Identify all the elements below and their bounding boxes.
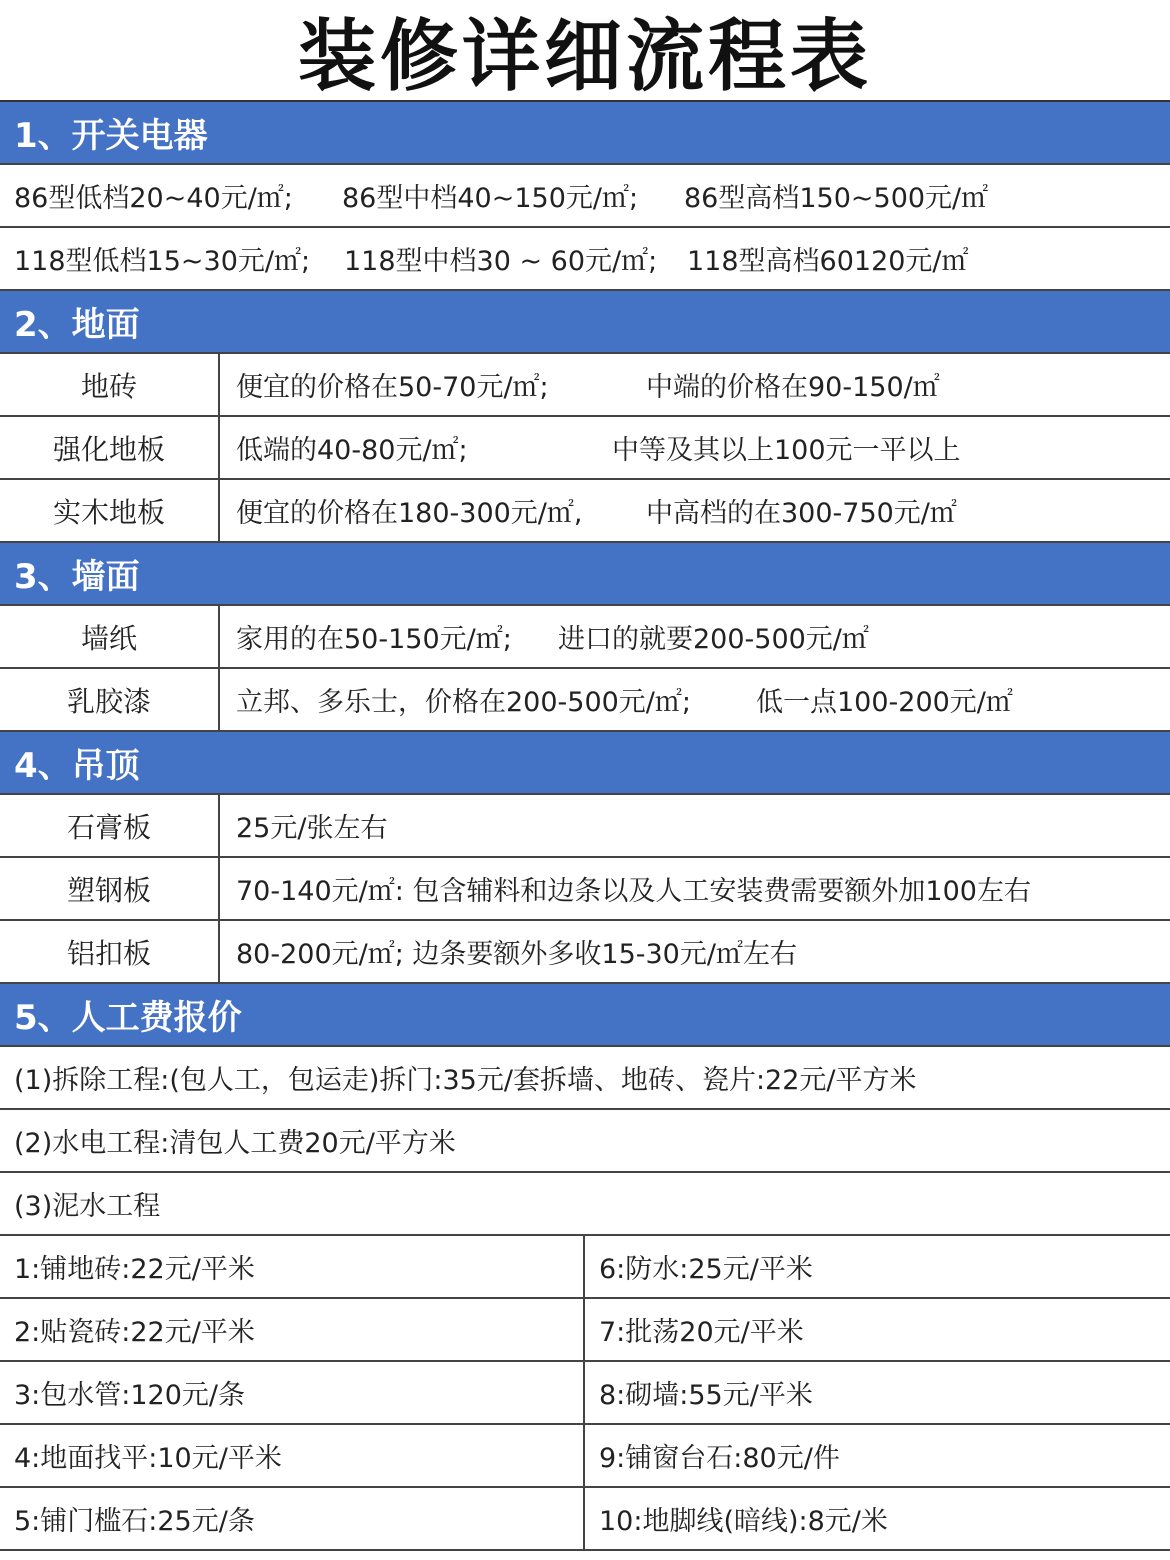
masonry-item: 7:批荡20元/平米 (599, 1317, 804, 1348)
floor-row (0, 417, 1170, 480)
masonry-item-row (0, 1425, 1170, 1488)
section-header-floor: 2、地面 (0, 291, 1170, 354)
section-header-switches: 1、开关电器 (0, 102, 1170, 165)
masonry-item: 5:铺门槛石:25元/条 (0, 1488, 585, 1549)
switch-row-86 (0, 165, 1170, 228)
wall-value-b: 进口的就要200-500元/㎡ (558, 624, 869, 655)
masonry-item: 9:铺窗台石:80元/件 (599, 1443, 840, 1474)
page-title: 装修详细流程表 (297, 12, 872, 102)
wall-label: 乳胶漆 (0, 669, 220, 730)
masonry-item: 6:防水:25元/平米 (599, 1254, 813, 1285)
switch-86-mid: 86型中档40~150元/㎡; (342, 183, 639, 214)
section-header-wall: 3、墙面 (0, 543, 1170, 606)
ceiling-row (0, 795, 1170, 858)
floor-value-a: 便宜的价格在180-300元/㎡, (236, 498, 583, 529)
masonry-item: 3:包水管:120元/条 (0, 1362, 585, 1423)
wall-row (0, 669, 1170, 732)
ceiling-row (0, 858, 1170, 921)
masonry-item: 4:地面找平:10元/平米 (0, 1425, 585, 1486)
labor-plumbing-electric: (2)水电工程:清包人工费20元/平方米 (0, 1110, 1170, 1173)
ceiling-label: 石膏板 (0, 795, 220, 856)
switch-86-high: 86型高档150~500元/㎡ (684, 183, 989, 214)
section-header-labor: 5、人工费报价 (0, 984, 1170, 1047)
floor-value-b: 中高档的在300-750元/㎡ (646, 498, 957, 529)
switch-118-high: 118型高档60120元/㎡ (687, 246, 969, 277)
masonry-item-row (0, 1299, 1170, 1362)
labor-demolition: (1)拆除工程:(包人工，包运走)拆门:35元/套拆墙、地砖、瓷片:22元/平方米 (0, 1047, 1170, 1110)
floor-label: 强化地板 (0, 417, 220, 478)
wall-value-b: 低一点100-200元/㎡ (756, 687, 1013, 718)
floor-label: 地砖 (0, 354, 220, 415)
wall-value-a: 家用的在50-150元/㎡; (236, 624, 512, 655)
masonry-item: 1:铺地砖:22元/平米 (0, 1236, 585, 1297)
floor-value (220, 480, 957, 541)
wall-row (0, 606, 1170, 669)
switch-86-low: 86型低档20~40元/㎡; (14, 183, 293, 214)
wall-value-a: 立邦、多乐士，价格在200-500元/㎡; (236, 687, 692, 718)
section-header-ceiling: 4、吊顶 (0, 732, 1170, 795)
switch-118-low: 118型低档15~30元/㎡; (14, 246, 311, 277)
wall-value (220, 669, 1013, 730)
wall-value (220, 606, 869, 667)
floor-value-a: 便宜的价格在50-70元/㎡; (236, 372, 549, 403)
floor-value-a: 低端的40-80元/㎡; (236, 435, 468, 466)
switch-118-mid: 118型中档30 ~ 60元/㎡; (344, 246, 658, 277)
floor-value (220, 354, 940, 415)
ceiling-value: 80-200元/㎡; 边条要额外多收15-30元/㎡左右 (236, 939, 797, 970)
ceiling-value: 25元/张左右 (236, 813, 388, 844)
floor-row (0, 354, 1170, 417)
floor-value-b: 中等及其以上100元一平以上 (612, 435, 961, 466)
floor-row (0, 480, 1170, 543)
masonry-item: 10:地脚线(暗线):8元/米 (599, 1506, 888, 1537)
ceiling-row (0, 921, 1170, 984)
price-table (0, 100, 1170, 1551)
floor-value (220, 417, 961, 478)
floor-label: 实木地板 (0, 480, 220, 541)
switch-row-118 (0, 228, 1170, 291)
ceiling-label: 塑钢板 (0, 858, 220, 919)
masonry-item-row (0, 1236, 1170, 1299)
wall-label: 墙纸 (0, 606, 220, 667)
floor-value-b: 中端的价格在90-150/㎡ (646, 372, 940, 403)
masonry-item-row (0, 1362, 1170, 1425)
masonry-item: 8:砌墙:55元/平米 (599, 1380, 813, 1411)
masonry-item-row (0, 1488, 1170, 1551)
ceiling-label: 铝扣板 (0, 921, 220, 982)
labor-masonry-title: (3)泥水工程 (0, 1173, 1170, 1236)
ceiling-value: 70-140元/㎡: 包含辅料和边条以及人工安装费需要额外加100左右 (236, 876, 1031, 907)
masonry-item: 2:贴瓷砖:22元/平米 (0, 1299, 585, 1360)
